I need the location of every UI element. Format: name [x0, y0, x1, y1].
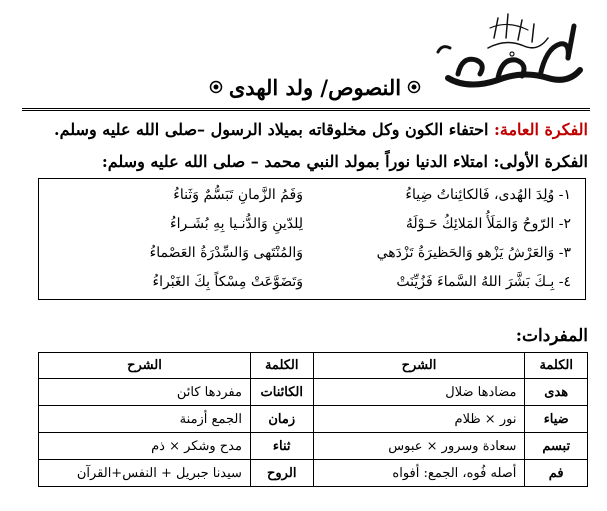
meaning-cell: مضادها ضلال — [313, 379, 525, 406]
table-row — [39, 433, 588, 460]
general-idea — [18, 120, 588, 139]
word-cell: زمان — [250, 406, 313, 433]
word-cell: تبسم — [525, 433, 588, 460]
table-header-row — [39, 353, 588, 379]
word-cell: الكائنات — [250, 379, 313, 406]
meaning-cell: سعادة وسرور × عبوس — [313, 433, 525, 460]
verse-1-second-hemistich: وَفَمُ الزَّمانِ تَبَسُّمٌ وَثَناءُ — [173, 187, 303, 203]
meaning-cell: نور × ظلام — [313, 406, 525, 433]
first-idea — [18, 152, 588, 171]
vocabulary-label: المفردات: — [515, 326, 588, 346]
flower-ornament-icon — [209, 80, 223, 94]
title-text: النصوص/ ولد الهدى — [228, 74, 402, 100]
verse-4-second-hemistich: وَتَضَوَّعَتْ مِسْكاً بِكَ الغَبْراءُ — [152, 274, 303, 290]
first-idea-text: امتلاء الدنيا نوراً بمولد النبي محمد – صلى الله عليه وسلم: — [101, 152, 488, 171]
meaning-cell: سيدنا جبريل + النفس+القرآن — [39, 460, 251, 487]
first-idea-label: الفكرة الأولى: — [493, 152, 588, 171]
verse-4-first-hemistich: ٤- بِـكَ بَشَّرَ اللهُ السَّماءَ فَزُيِّنَتْ — [396, 274, 571, 290]
meaning-cell: الجمع أزمنة — [39, 406, 251, 433]
meaning-cell: مفردها كائن — [39, 379, 251, 406]
table-row — [39, 406, 588, 433]
word-cell: ضياء — [525, 406, 588, 433]
verse-2-second-hemistich: لِلدّينِ وَالدُّنـيا بِهِ بُشَـراءُ — [170, 216, 303, 232]
header-word: الكلمة — [250, 353, 313, 379]
general-idea-label: الفكرة العامة: — [494, 120, 588, 139]
table-row — [39, 379, 588, 406]
word-cell: هدى — [525, 379, 588, 406]
muhammad-calligraphy-logo — [428, 8, 588, 96]
general-idea-text: احتفاء الكون وكل مخلوقاته بميلاد الرسول –صلى الله عليه وسلم. — [54, 120, 489, 139]
verse-3-second-hemistich: وَالمُنْتَهى وَالسِّدْرَةُ العَصْماءُ — [149, 245, 303, 261]
table-row — [39, 460, 588, 487]
verse-2-first-hemistich: ٢- الرّوحُ وَالمَلَأُ المَلائِكُ حَـوْلَهُ — [405, 216, 571, 232]
lesson-title — [200, 70, 430, 104]
verse-1-first-hemistich: ١- وُلِدَ الهُدى، فَالكائِناتُ ضِياءُ — [405, 187, 571, 203]
flower-ornament-icon — [407, 80, 421, 94]
word-cell: فم — [525, 460, 588, 487]
meaning-cell: أصله فُوه، الجمع: أفواه — [313, 460, 525, 487]
verse-3-first-hemistich: ٣- وَالعَرْشُ يَزْهو وَالحَظيرَةُ تَزْدَهي — [376, 245, 571, 261]
meaning-cell: مدح وشكر × ذم — [39, 433, 251, 460]
word-cell: الروح — [250, 460, 313, 487]
header-divider — [22, 108, 590, 111]
header-word: الكلمة — [525, 353, 588, 379]
header-meaning: الشرح — [39, 353, 251, 379]
header-meaning: الشرح — [313, 353, 525, 379]
poem-box — [38, 178, 586, 300]
vocabulary-table — [38, 352, 588, 487]
word-cell: ثناء — [250, 433, 313, 460]
